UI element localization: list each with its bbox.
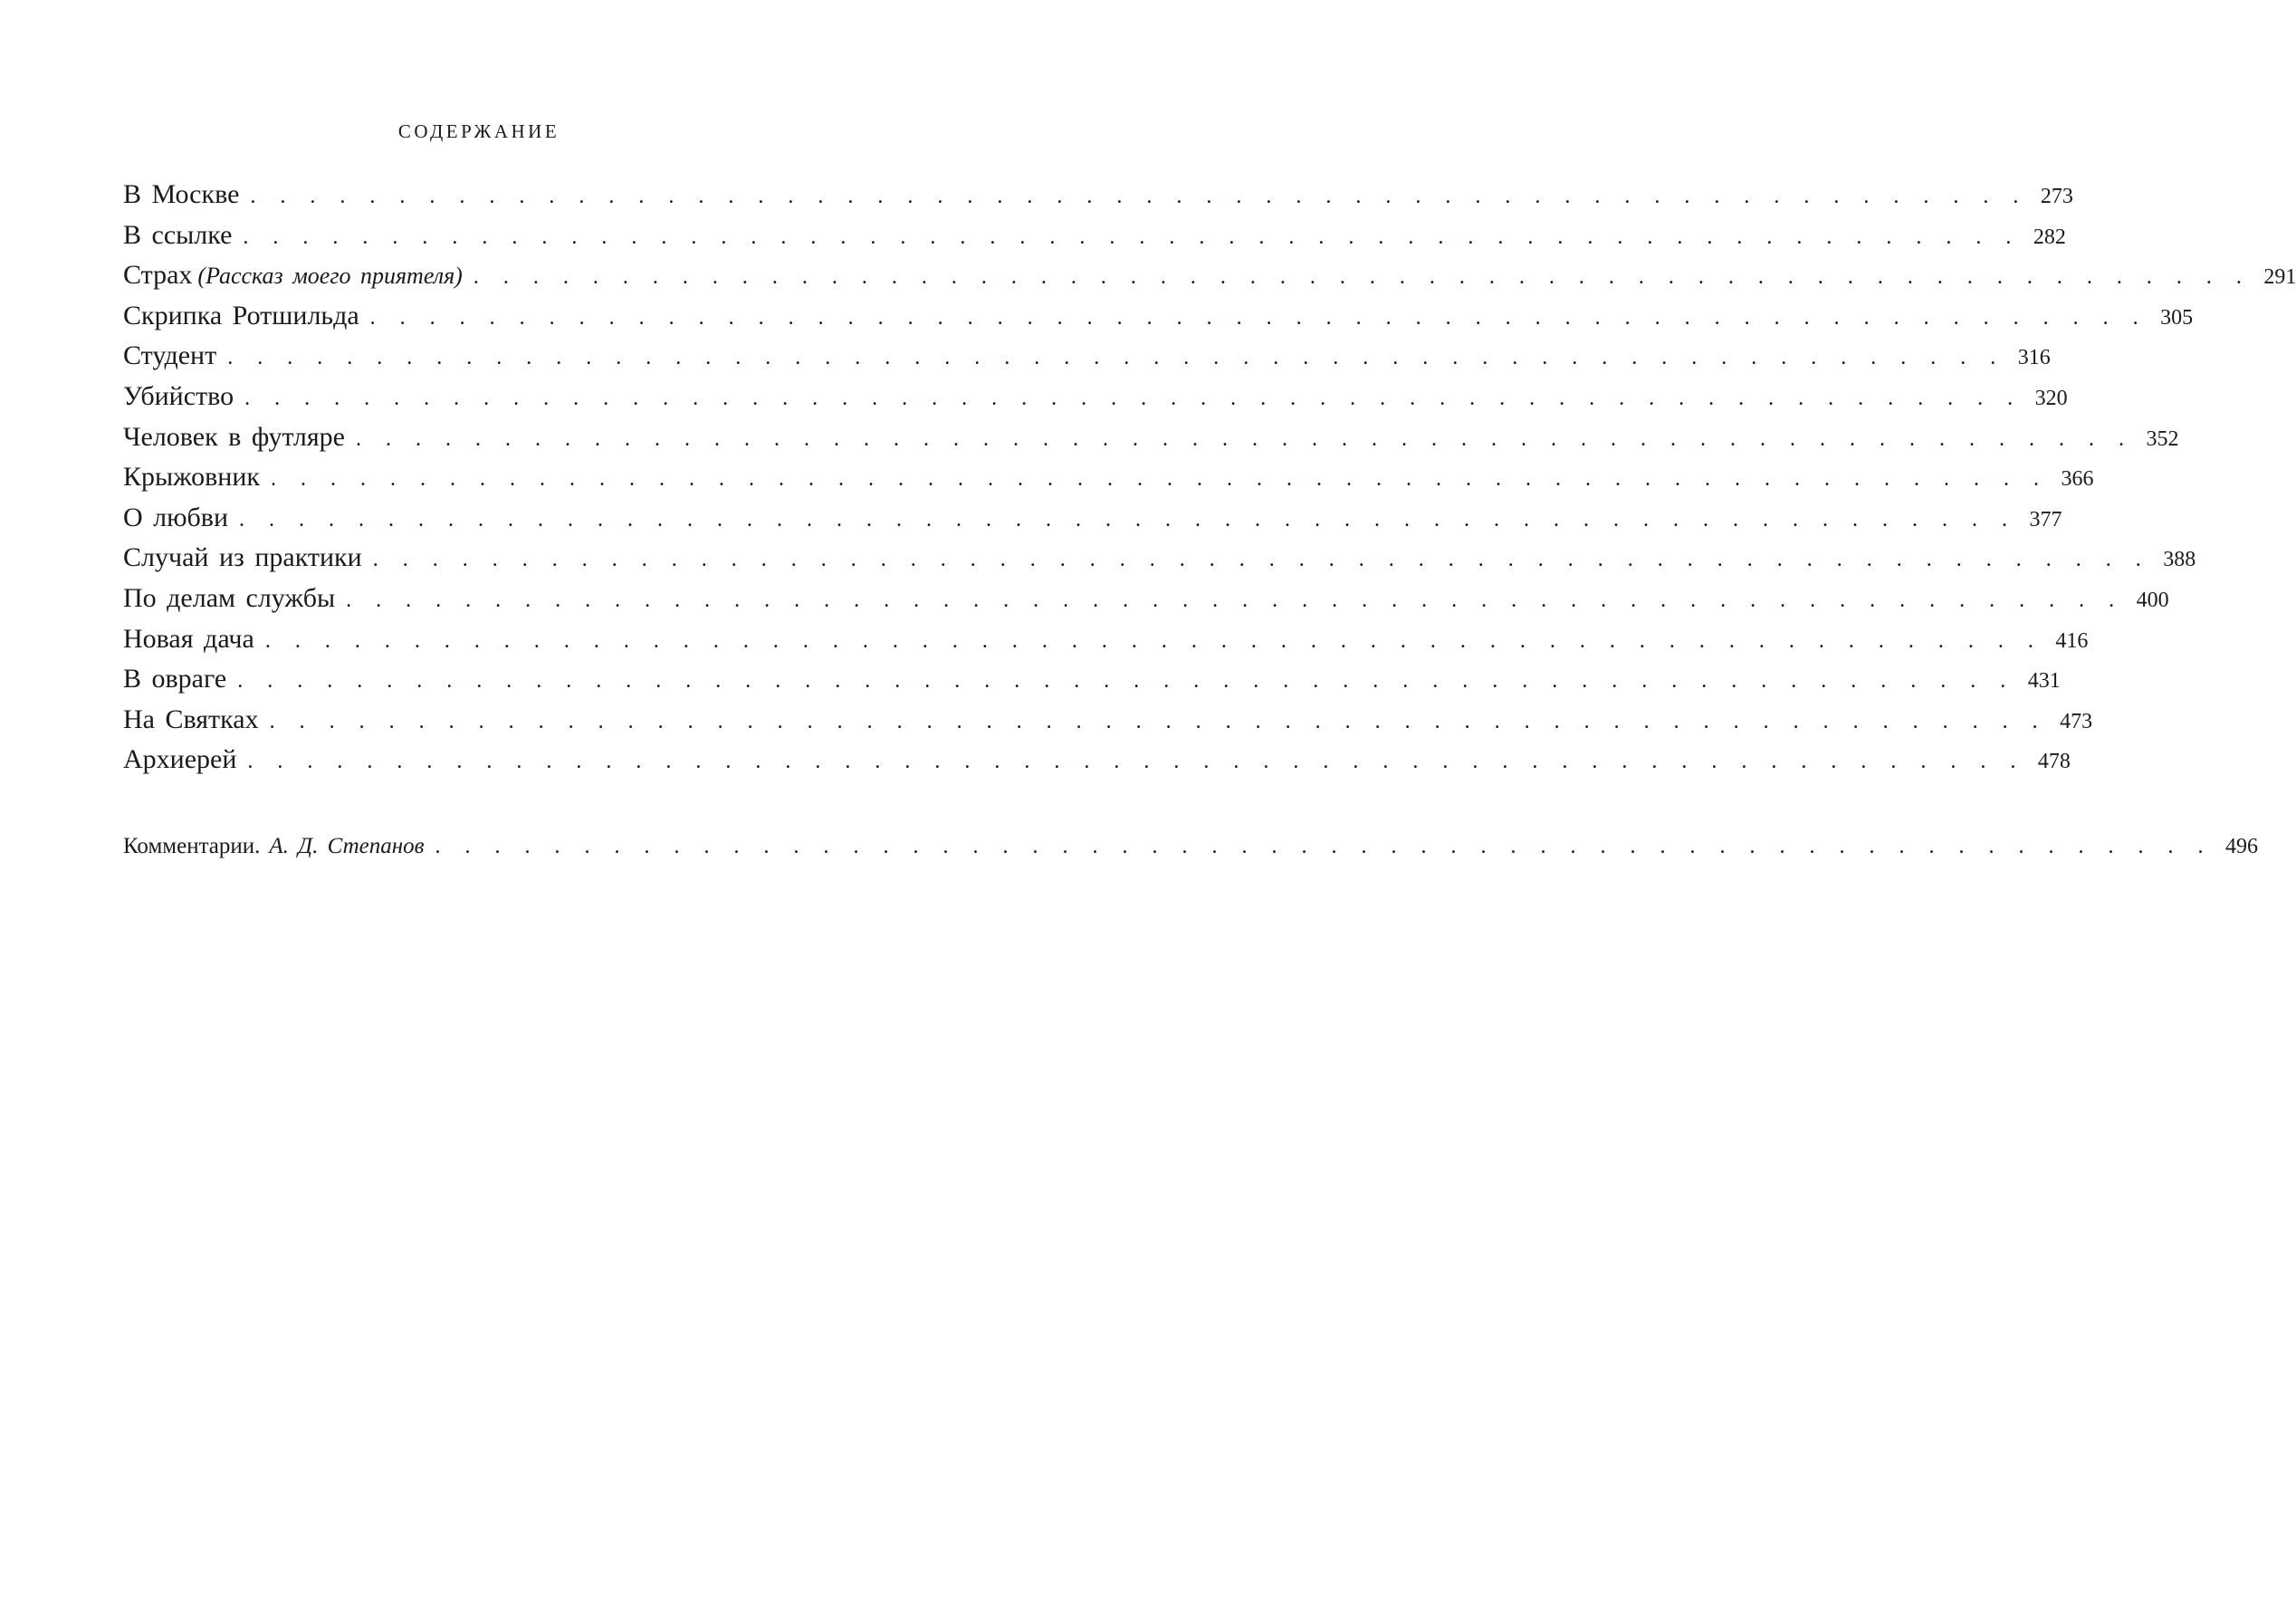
- toc-entry-title: В ссылке: [123, 219, 233, 250]
- toc-page-number: 282: [2033, 225, 2066, 249]
- toc-entry-title: Крыжовник: [123, 462, 260, 493]
- toc-entry[interactable]: [123, 659, 2061, 700]
- table-of-contents: [123, 175, 2296, 781]
- toc-entry-title: По делам службы: [123, 582, 336, 613]
- toc-entry[interactable]: [123, 740, 2071, 781]
- toc-page-number: 496: [2225, 835, 2259, 858]
- toc-dot-leader: . . . . . . . . . . . . . . . . . . . . . . . . . . . . . . . . . . . . . . . . . . . . . . . . . . . . . . . . . . . .: [355, 426, 2134, 451]
- toc-entry-subtitle: (Рассказ моего приятеля): [197, 263, 463, 290]
- toc-page-number: 316: [2017, 346, 2051, 370]
- toc-dot-leader: . . . . . . . . . . . . . . . . . . . . . . . . . . . . . . . . . . . . . . . . . . . . . . . . . . . . . . . . . . . .: [271, 467, 2049, 492]
- toc-entry-title: Убийство: [123, 380, 234, 411]
- toc-page-number: 377: [2029, 507, 2062, 532]
- toc-entry[interactable]: [123, 538, 2196, 579]
- toc-entry[interactable]: [123, 215, 2066, 256]
- toc-dot-leader: . . . . . . . . . . . . . . . . . . . . . . . . . . . . . . . . . . . . . . . . . . . . . . . . . . . . . . . . . . . .: [269, 709, 2048, 733]
- toc-entry-title: На Святках: [123, 704, 259, 734]
- toc-entry[interactable]: [123, 579, 2169, 619]
- toc-entry-author: А. Д. Степанов: [269, 834, 425, 858]
- toc-dot-leader: . . . . . . . . . . . . . . . . . . . . . . . . . . . . . . . . . . . . . . . . . . . . . . . . . . . . . . . . . . . .: [372, 548, 2151, 572]
- toc-entry[interactable]: [123, 377, 2068, 417]
- toc-dot-leader: . . . . . . . . . . . . . . . . . . . . . . . . . . . . . . . . . . . . . . . . . . . . . . . . . . . . . . . . . . . .: [243, 225, 2021, 249]
- toc-entry-title: Случай из практики: [123, 542, 362, 573]
- toc-dot-leader: . . . . . . . . . . . . . . . . . . . . . . . . . . . . . . . . . . . . . . . . . . . . . . . . . . . . . . . . . . . .: [369, 305, 2148, 330]
- toc-comments-section: [123, 827, 2259, 867]
- toc-page-number: 291: [2263, 265, 2296, 290]
- toc-entry-title: В овраге: [123, 664, 227, 694]
- toc-entry[interactable]: [123, 296, 2194, 337]
- toc-dot-leader: . . . . . . . . . . . . . . . . . . . . . . . . . . . . . . . . . . . . . . . . . . . . . . . . . . . . . . . . . . . .: [227, 346, 2005, 370]
- toc-entry[interactable]: [123, 336, 2051, 377]
- toc-entry-title: Комментарии.: [123, 834, 261, 858]
- toc-page-number: 473: [2060, 709, 2093, 733]
- toc-page-number: 400: [2136, 588, 2169, 612]
- toc-entry-title: Страх: [123, 260, 193, 291]
- toc-entry-title: Человек в футляре: [123, 421, 345, 452]
- toc-entry-title: О любви: [123, 502, 229, 532]
- toc-entry-title: Архиерей: [123, 744, 237, 775]
- toc-page-number: 478: [2037, 750, 2071, 774]
- toc-dot-leader: . . . . . . . . . . . . . . . . . . . . . . . . . . . . . . . . . . . . . . . . . . . . . . . . . . . . . . . . . . . .: [264, 628, 2043, 653]
- toc-entry[interactable]: [123, 255, 2296, 296]
- toc-page-number: 320: [2034, 386, 2068, 410]
- toc-entry-title: Скрипка Ротшильда: [123, 300, 359, 330]
- toc-page-number: 366: [2061, 467, 2094, 492]
- toc-entry-comments[interactable]: [123, 827, 2259, 867]
- toc-dot-leader: . . . . . . . . . . . . . . . . . . . . . . . . . . . . . . . . . . . . . . . . . . . . . . . . . . . . . . . . . . . .: [237, 669, 2015, 694]
- toc-entry[interactable]: [123, 417, 2179, 458]
- toc-dot-leader: . . . . . . . . . . . . . . . . . . . . . . . . . . . . . . . . . . . . . . . . . . . . . . . . . . . . . . . . . . . .: [247, 750, 2025, 774]
- toc-entry-title: Студент: [123, 340, 217, 371]
- toc-page-number: 388: [2163, 548, 2196, 572]
- toc-entry[interactable]: [123, 619, 2089, 660]
- toc-page-number: 431: [2027, 669, 2061, 694]
- page-title: СОДЕРЖАНИЕ: [397, 120, 560, 142]
- toc-page-number: 305: [2160, 305, 2194, 330]
- toc-page-number: 352: [2146, 426, 2179, 451]
- toc-dot-leader: . . . . . . . . . . . . . . . . . . . . . . . . . . . . . . . . . . . . . . . . . . . . . . . . . . . . . . . . . . . .: [239, 507, 2017, 532]
- toc-page-number: 416: [2055, 628, 2089, 653]
- toc-entry[interactable]: [123, 457, 2094, 498]
- toc-entry-title: Новая дача: [123, 623, 254, 654]
- toc-entry-title-group: [123, 255, 463, 297]
- toc-dot-leader: . . . . . . . . . . . . . . . . . . . . . . . . . . . . . . . . . . . . . . . . . . . . . . . . . . . . . . . . . . . .: [346, 588, 2124, 612]
- toc-entry-title-group: [123, 827, 425, 867]
- toc-page-number: 273: [2040, 185, 2073, 208]
- toc-dot-leader: . . . . . . . . . . . . . . . . . . . . . . . . . . . . . . . . . . . . . . . . . . . . . . . . . . . . . . . . . . . .: [435, 835, 2214, 858]
- toc-entry-title: В Москве: [123, 179, 240, 209]
- toc-dot-leader: . . . . . . . . . . . . . . . . . . . . . . . . . . . . . . . . . . . . . . . . . . . . . . . . . . . . . . . . . . . .: [473, 265, 2252, 290]
- toc-entry[interactable]: [123, 175, 2073, 215]
- toc-dot-leader: . . . . . . . . . . . . . . . . . . . . . . . . . . . . . . . . . . . . . . . . . . . . . . . . . . . . . . . . . . . .: [244, 386, 2023, 410]
- toc-dot-leader: . . . . . . . . . . . . . . . . . . . . . . . . . . . . . . . . . . . . . . . . . . . . . . . . . . . . . . . . . . . .: [250, 185, 2028, 208]
- toc-entry[interactable]: [123, 700, 2093, 741]
- toc-entry[interactable]: [123, 498, 2062, 539]
